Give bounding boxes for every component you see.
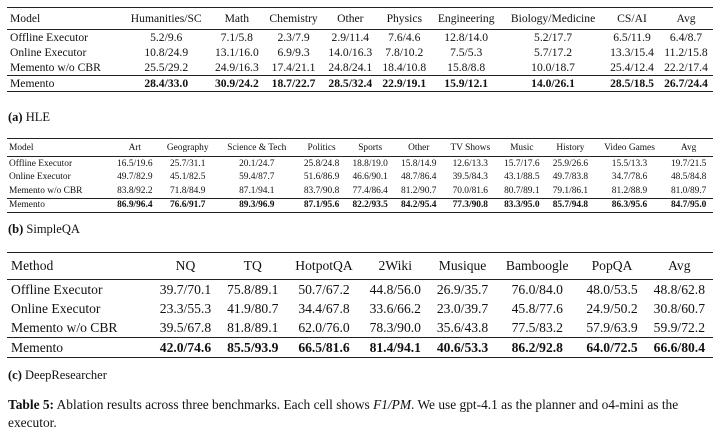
table-caption: Table 5: Ablation results across three benchmarks. Each cell shows F1/PM. We use gpt-4.1 as the planner and o4-mini as the executor.	[8, 397, 679, 430]
table-cell: 85.7/94.8	[546, 198, 595, 213]
table-cell: 66.6/80.4	[646, 338, 713, 358]
table-cell: 86.9/96.4	[111, 198, 160, 213]
table-header-row	[7, 253, 713, 280]
row-label: Offline Executor	[10, 31, 89, 44]
row-label: Online Executor	[10, 46, 87, 59]
table-cell: 39.7/70.1	[159, 281, 212, 297]
table-cell: 46.6/90.1	[352, 172, 388, 183]
table-cell: 44.8/56.0	[369, 281, 421, 297]
table-cell: 5.2/9.6	[150, 31, 183, 44]
table-cell: 66.5/81.6	[286, 338, 361, 358]
table-cell: 81.2/90.7	[401, 185, 437, 196]
table-cell: 23.3/55.3	[159, 300, 212, 316]
table-cell: 28.5/32.4	[323, 76, 377, 92]
table-cell: 24.9/50.2	[586, 300, 638, 316]
table-cell: 87.1/95.6	[297, 198, 346, 213]
table-cell: 13.1/16.0	[214, 46, 259, 59]
table-cell: 22.9/19.1	[377, 76, 431, 92]
table-cell: 19.7/21.5	[670, 158, 707, 169]
column-header: Chemistry	[264, 8, 324, 30]
table-cell: 17.4/21.1	[271, 61, 316, 74]
row-label: Memento w/o CBR	[9, 185, 83, 196]
column-header: Video Games	[595, 139, 665, 157]
table-cell: 83.3/95.0	[498, 198, 547, 213]
table-cell: 33.6/66.2	[369, 300, 421, 316]
table-cell: 10.0/18.7	[531, 61, 575, 74]
column-header: Avg	[659, 8, 713, 30]
table-row	[7, 318, 713, 338]
table-cell: 25.8/24.8	[303, 158, 340, 169]
table-cell: 83.8/92.2	[117, 185, 153, 196]
table-cell: 12.6/13.3	[452, 158, 488, 169]
table-cell: 49.7/82.9	[117, 172, 153, 183]
table-cell: 87.1/94.1	[239, 185, 275, 196]
table-cell: 50.7/67.2	[298, 281, 350, 297]
caption-label: Table 5:	[8, 397, 55, 412]
column-header: Sports	[346, 139, 395, 157]
table-cell: 84.7/95.0	[664, 198, 713, 213]
table-cell: 20.1/24.7	[239, 158, 275, 169]
table-cell: 76.0/84.0	[511, 281, 563, 297]
table-cell: 77.5/83.2	[511, 319, 563, 335]
table-cell: 89.3/96.9	[216, 198, 297, 213]
table-row	[7, 30, 713, 46]
hle-table	[7, 7, 713, 92]
row-label: Memento	[7, 198, 111, 213]
column-header: Humanities/SC	[123, 8, 210, 30]
table-cell: 79.1/86.1	[552, 185, 589, 196]
table-cell: 7.1/5.8	[220, 31, 253, 44]
table-cell: 7.6/4.6	[388, 31, 421, 44]
table-cell: 77.4/86.4	[352, 185, 388, 196]
column-header: Model	[7, 8, 123, 30]
column-header: Geography	[159, 139, 216, 157]
table-cell: 48.7/86.4	[401, 172, 437, 183]
table-cell: 2.9/11.4	[331, 31, 370, 44]
table-cell: 5.7/17.2	[534, 46, 573, 59]
table-row	[7, 45, 713, 60]
column-header: Avg	[646, 253, 713, 280]
table-cell: 77.3/90.8	[443, 198, 497, 213]
table-cell: 25.4/12.4	[610, 61, 654, 74]
table-cell: 23.0/39.7	[436, 300, 489, 316]
table-cell: 26.9/35.7	[436, 281, 489, 297]
table-cell: 85.5/93.9	[219, 338, 286, 358]
table-cell: 81.8/89.1	[227, 319, 279, 335]
table-row	[7, 338, 713, 358]
table-cell: 48.5/84.8	[670, 172, 707, 183]
subtable-label-simpleqa: (b) SimpleQA	[8, 222, 80, 236]
table-cell: 45.8/77.6	[511, 300, 563, 316]
table-cell: 22.2/17.4	[664, 61, 708, 74]
column-header: Politics	[297, 139, 346, 157]
table-cell: 12.8/14.0	[444, 31, 489, 44]
table-cell: 81.4/94.1	[362, 338, 429, 358]
table-cell: 6.5/11.9	[613, 31, 651, 44]
row-label: Online Executor	[11, 300, 101, 316]
row-label: Memento w/o CBR	[11, 319, 118, 335]
table-cell: 24.9/16.3	[214, 61, 259, 74]
table-cell: 6.9/9.3	[277, 46, 310, 59]
table-cell: 62.0/76.0	[298, 319, 350, 335]
subtable-label-hle: (a) HLE	[8, 110, 51, 124]
table-cell: 59.9/72.2	[653, 319, 705, 335]
column-header: Biology/Medicine	[501, 8, 605, 30]
table-cell: 26.7/24.4	[659, 76, 713, 92]
table-cell: 39.5/84.3	[452, 172, 488, 183]
row-label: Memento	[7, 338, 152, 358]
table-cell: 42.0/74.6	[152, 338, 219, 358]
table-cell: 57.9/63.9	[586, 319, 638, 335]
table-cell: 25.7/31.1	[169, 158, 206, 169]
column-header: Bamboogle	[496, 253, 578, 280]
column-header: Other	[323, 8, 377, 30]
table-cell: 35.6/43.8	[436, 319, 489, 335]
table-cell: 5.2/17.7	[534, 31, 573, 44]
table-cell: 18.8/19.0	[352, 158, 388, 169]
table-cell: 81.2/88.9	[611, 185, 648, 196]
row-label: Memento	[7, 76, 123, 92]
table-cell: 43.1/88.5	[504, 172, 540, 183]
column-header: Avg	[664, 139, 713, 157]
row-label: Offline Executor	[9, 158, 73, 169]
table-cell: 16.5/19.6	[117, 158, 153, 169]
column-header: CS/AI	[605, 8, 659, 30]
column-header: Other	[394, 139, 443, 157]
table-cell: 7.5/5.3	[450, 46, 483, 59]
table-row	[7, 198, 713, 213]
column-header: Method	[7, 253, 152, 280]
table-cell: 86.2/92.8	[496, 338, 578, 358]
table-cell: 13.3/15.4	[610, 46, 654, 59]
column-header: PopQA	[578, 253, 645, 280]
column-header: Art	[111, 139, 160, 157]
table-row	[7, 76, 713, 92]
table-cell: 59.4/87.7	[239, 172, 275, 183]
table-cell: 40.6/53.3	[429, 338, 496, 358]
table-cell: 15.9/12.1	[431, 76, 501, 92]
table-cell: 83.7/90.8	[303, 185, 340, 196]
table-cell: 84.2/95.4	[394, 198, 443, 213]
table-cell: 76.6/91.7	[159, 198, 216, 213]
column-header: Model	[7, 139, 111, 157]
table-cell: 48.0/53.5	[586, 281, 638, 297]
table-cell: 28.5/18.5	[605, 76, 659, 92]
deepresearcher-table	[7, 252, 713, 358]
table-cell: 2.3/7.9	[277, 31, 310, 44]
row-label: Online Executor	[9, 172, 71, 183]
table-cell: 18.7/22.7	[264, 76, 324, 92]
table-cell: 34.4/67.8	[298, 300, 350, 316]
table-cell: 86.3/95.6	[595, 198, 665, 213]
column-header: Physics	[377, 8, 431, 30]
column-header: History	[546, 139, 595, 157]
table-cell: 34.7/78.6	[611, 172, 648, 183]
table-cell: 6.4/8.7	[669, 31, 703, 44]
table-cell: 30.8/60.7	[653, 300, 705, 316]
table-cell: 51.6/86.9	[303, 172, 340, 183]
table-cell: 39.5/67.8	[159, 319, 212, 335]
column-header: Engineering	[431, 8, 501, 30]
column-header: HotpotQA	[286, 253, 361, 280]
table-cell: 45.1/82.5	[169, 172, 206, 183]
table-cell: 10.8/24.9	[144, 46, 189, 59]
table-row	[7, 157, 713, 171]
table-cell: 25.9/26.6	[552, 158, 589, 169]
table-cell: 24.8/24.1	[328, 61, 373, 74]
column-header: Music	[498, 139, 547, 157]
table-cell: 82.2/93.5	[346, 198, 395, 213]
table-cell: 71.8/84.9	[169, 185, 206, 196]
table-cell: 49.7/83.8	[552, 172, 589, 183]
table-cell: 15.8/14.9	[401, 158, 437, 169]
table-cell: 80.7/89.1	[504, 185, 540, 196]
column-header: Musique	[429, 253, 496, 280]
table-cell: 64.0/72.5	[578, 338, 645, 358]
table-cell: 81.0/89.7	[670, 185, 707, 196]
column-header: TV Shows	[443, 139, 497, 157]
table-cell: 75.8/89.1	[227, 281, 279, 297]
table-cell: 7.8/10.2	[385, 46, 424, 59]
table-row	[7, 60, 713, 76]
subtable-label-deepresearcher: (c) DeepResearcher	[8, 368, 107, 382]
table-cell: 14.0/26.1	[501, 76, 605, 92]
row-label: Offline Executor	[11, 281, 103, 297]
table-cell: 15.5/13.3	[611, 158, 648, 169]
table-header-row	[7, 139, 713, 157]
column-header: 2Wiki	[362, 253, 429, 280]
table-cell: 30.9/24.2	[210, 76, 264, 92]
table-cell: 18.4/10.8	[382, 61, 427, 74]
table-cell: 70.0/81.6	[452, 185, 488, 196]
table-header-row	[7, 8, 713, 30]
table-cell: 11.2/15.8	[664, 46, 708, 59]
table-row	[7, 299, 713, 318]
column-header: NQ	[152, 253, 219, 280]
row-label: Memento w/o CBR	[10, 61, 101, 74]
table-row	[7, 280, 713, 300]
column-header: TQ	[219, 253, 286, 280]
table-cell: 15.7/17.6	[504, 158, 540, 169]
table-cell: 15.8/8.8	[447, 61, 486, 74]
table-cell: 48.8/62.8	[653, 281, 705, 297]
column-header: Science & Tech	[216, 139, 297, 157]
table-cell: 25.5/29.2	[144, 61, 189, 74]
simpleqa-table	[7, 138, 713, 213]
column-header: Math	[210, 8, 264, 30]
table-cell: 28.4/33.0	[123, 76, 210, 92]
table-cell: 78.3/90.0	[369, 319, 421, 335]
table-cell: 41.9/80.7	[227, 300, 279, 316]
table-row	[7, 171, 713, 185]
table-cell: 14.0/16.3	[328, 46, 373, 59]
table-row	[7, 184, 713, 198]
